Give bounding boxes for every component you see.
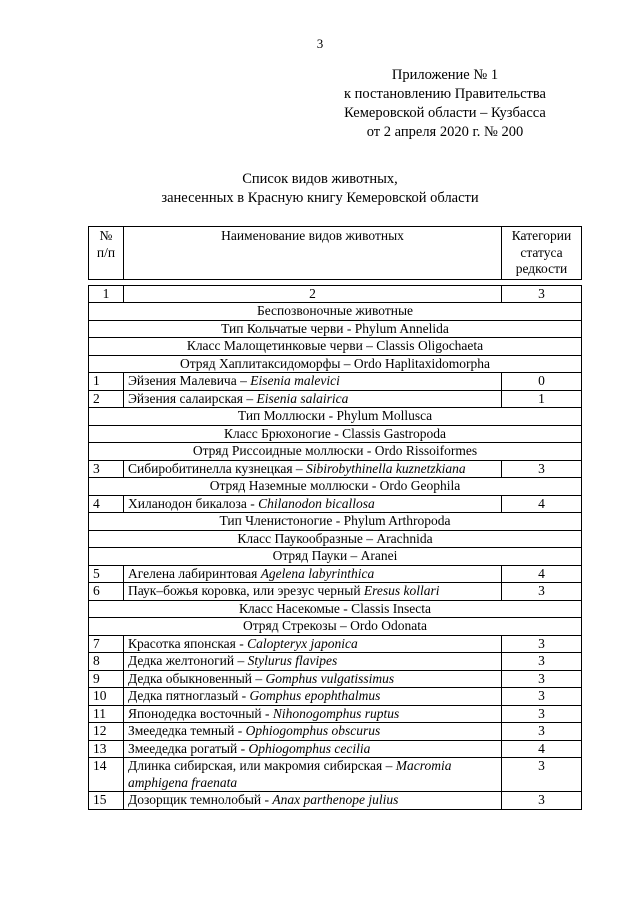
row-number: 3 <box>89 460 124 478</box>
group-row <box>89 600 582 618</box>
list-title-line: Список видов животных, <box>242 171 398 187</box>
species-name-latin: Chilanodon bicallosa <box>258 495 375 511</box>
rarity-category: 3 <box>502 705 582 723</box>
species-name-latin: Gomphus epophthalmus <box>249 688 381 703</box>
species-name <box>124 688 502 706</box>
row-number: 15 <box>89 792 124 810</box>
species-name <box>124 495 502 513</box>
species-name <box>124 583 502 601</box>
species-name <box>124 705 502 723</box>
species-name <box>124 373 502 391</box>
table-row <box>89 583 582 601</box>
column-number-row <box>89 285 582 303</box>
row-number: 14 <box>89 758 124 792</box>
header-name: Наименование видов животных <box>124 227 502 280</box>
species-name-latin: Eisenia salairica <box>256 390 349 406</box>
group-row <box>89 425 582 443</box>
group-heading: Беспозвоночные животные <box>89 303 582 321</box>
row-number: 12 <box>89 723 124 741</box>
group-row <box>89 530 582 548</box>
group-heading: Отряд Наземные моллюски - Ordo Geophila <box>89 478 582 496</box>
row-number: 2 <box>89 390 124 408</box>
rarity-category: 0 <box>502 373 582 391</box>
species-name-latin: Ophiogomphus cecilia <box>248 740 371 756</box>
species-name-ru: Паук–божья коровка, или эрезус черный <box>128 583 364 598</box>
group-row <box>89 338 582 356</box>
table-row <box>89 653 582 671</box>
species-name-ru: Красотка японская - <box>128 635 248 651</box>
group-row <box>89 513 582 531</box>
appendix-line: к постановлению Правительства <box>344 86 546 102</box>
row-number: 11 <box>89 705 124 723</box>
column-number: 2 <box>124 285 502 303</box>
table-header-row <box>89 227 582 280</box>
group-heading: Класс Насекомые - Classis Insecta <box>89 600 582 618</box>
header-category: Категории статуса редкости <box>502 227 582 280</box>
species-name-latin: Macromia amphigena fraenata <box>128 758 452 790</box>
species-name-latin: Stylurus flavipes <box>247 653 338 668</box>
group-heading: Тип Моллюски - Phylum Mollusca <box>89 408 582 426</box>
species-name <box>124 565 502 583</box>
species-name-latin: Ophiogomphus obscurus <box>245 723 381 738</box>
species-table <box>88 226 582 810</box>
row-number: 8 <box>89 653 124 671</box>
rarity-category: 3 <box>502 653 582 671</box>
species-name-latin: Nihonogomphus ruptus <box>272 705 400 721</box>
species-name-ru: Змеедедка темный - <box>128 723 246 738</box>
species-name <box>124 460 502 478</box>
species-name <box>124 758 502 792</box>
species-name-ru: Дедка желтоногий – <box>128 653 248 668</box>
appendix-line: Приложение № 1 <box>391 67 499 83</box>
table-row <box>89 495 582 513</box>
table-row <box>89 723 582 741</box>
rarity-category: 1 <box>502 390 582 408</box>
table-row <box>89 688 582 706</box>
species-name <box>124 390 502 408</box>
rarity-category: 3 <box>502 792 582 810</box>
group-row <box>89 618 582 636</box>
table-row <box>89 740 582 758</box>
species-name-latin: Calopteryx japonica <box>247 635 358 651</box>
species-name-ru: Эйзения салаирская – <box>128 390 257 406</box>
group-heading: Класс Брюхоногие - Classis Gastropoda <box>89 425 582 443</box>
rarity-category: 4 <box>502 495 582 513</box>
species-name-ru: Эйзения Малевича – <box>128 373 251 388</box>
species-name <box>124 792 502 810</box>
group-heading: Отряд Хаплитаксидоморфы – Ordo Haplitaxidomorpha <box>89 355 582 373</box>
table-row <box>89 670 582 688</box>
species-name-latin: Eisenia malevici <box>250 373 340 388</box>
species-name-ru: Агелена лабиринтовая <box>128 565 261 581</box>
rarity-category: 3 <box>502 758 582 792</box>
species-name-latin: Agelena labyrinthica <box>260 565 375 581</box>
group-row <box>89 443 582 461</box>
species-name <box>124 635 502 653</box>
species-name-latin: Anax parthenope julius <box>272 792 399 807</box>
table-row <box>89 460 582 478</box>
row-number: 6 <box>89 583 124 601</box>
table-row <box>89 792 582 810</box>
rarity-category: 4 <box>502 565 582 583</box>
species-name-ru: Длинка сибирская, или макромия сибирская – <box>128 758 396 773</box>
row-number: 1 <box>89 373 124 391</box>
rarity-category: 3 <box>502 460 582 478</box>
rarity-category: 3 <box>502 583 582 601</box>
table-row <box>89 565 582 583</box>
rarity-category: 4 <box>502 740 582 758</box>
rarity-category: 3 <box>502 670 582 688</box>
column-number: 3 <box>502 285 582 303</box>
list-title <box>0 170 640 208</box>
species-name <box>124 723 502 741</box>
species-name-ru: Дедка обыкновенный – <box>128 670 266 686</box>
group-heading: Отряд Риссоидные моллюски - Ordo Rissoiformes <box>89 443 582 461</box>
table-row <box>89 373 582 391</box>
group-row <box>89 355 582 373</box>
header-num: № п/п <box>89 227 124 280</box>
rarity-category: 3 <box>502 635 582 653</box>
group-row <box>89 303 582 321</box>
table-row <box>89 635 582 653</box>
species-name-ru: Сибиробитинелла кузнецкая – <box>128 460 307 476</box>
group-row <box>89 478 582 496</box>
species-name-ru: Дозорщик темнолобый - <box>128 792 273 807</box>
species-name-latin: Sibirobythinella kuznetzkiana <box>306 460 466 476</box>
row-number: 13 <box>89 740 124 758</box>
row-number: 5 <box>89 565 124 583</box>
group-row <box>89 548 582 566</box>
species-name-ru: Змеедедка рогатый - <box>128 740 249 756</box>
species-name-ru: Японодедка восточный - <box>128 705 273 721</box>
list-title-line: занесенных в Красную книгу Кемеровской области <box>161 190 479 206</box>
group-heading: Класс Малощетинковые черви – Classis Oligochaeta <box>89 338 582 356</box>
species-name-ru: Дедка пятноглазый - <box>128 688 250 703</box>
row-number: 10 <box>89 688 124 706</box>
species-name <box>124 653 502 671</box>
rarity-category: 3 <box>502 688 582 706</box>
species-name-latin: Gomphus vulgatissimus <box>265 670 395 686</box>
row-number: 4 <box>89 495 124 513</box>
group-heading: Тип Членистоногие - Phylum Arthropoda <box>89 513 582 531</box>
appendix-line: Кемеровской области – Кузбасса <box>344 105 546 121</box>
page-number: 3 <box>316 36 324 51</box>
group-heading: Отряд Пауки – Aranei <box>89 548 582 566</box>
row-number: 7 <box>89 635 124 653</box>
group-heading: Класс Паукообразные – Arachnida <box>89 530 582 548</box>
table-row <box>89 390 582 408</box>
species-name <box>124 740 502 758</box>
species-name-ru: Хиланодон бикалоза - <box>128 495 259 511</box>
species-name-latin: Eresus kollari <box>363 583 440 598</box>
group-row <box>89 408 582 426</box>
row-number: 9 <box>89 670 124 688</box>
column-number: 1 <box>89 285 124 303</box>
group-heading: Отряд Стрекозы – Ordo Odonata <box>89 618 582 636</box>
species-name <box>124 670 502 688</box>
rarity-category: 3 <box>502 723 582 741</box>
table-row <box>89 758 582 792</box>
group-heading: Тип Кольчатые черви - Phylum Annelida <box>89 320 582 338</box>
appendix-block <box>290 66 600 142</box>
table-row <box>89 705 582 723</box>
appendix-line: от 2 апреля 2020 г. № 200 <box>366 124 524 140</box>
group-row <box>89 320 582 338</box>
